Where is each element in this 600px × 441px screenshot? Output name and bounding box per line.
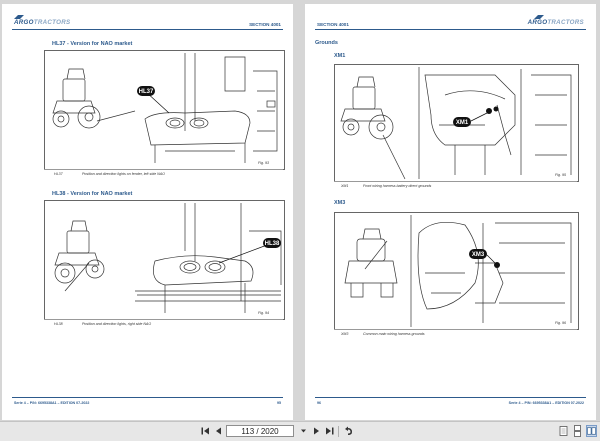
page-dropdown-button[interactable] — [298, 425, 309, 437]
caption-code-xm1: XM1 — [341, 184, 349, 188]
next-page-button[interactable] — [311, 425, 322, 437]
right-document-page — [305, 4, 596, 420]
figure-title-xm3: XM3 — [334, 200, 346, 206]
caption-code-hl38: HL38 — [54, 322, 63, 326]
figure-number-93: Fig. 93 — [258, 161, 269, 165]
caption-text-xm3: Common main wiring harness grounds — [363, 332, 425, 336]
callout-label-hl38: HL38 — [264, 241, 280, 248]
undo-arrow-icon — [342, 425, 353, 437]
footer-edition: Serie 4 – P/N: 6695338A1 – EDITION 07-2022 — [14, 401, 90, 405]
footer-divider — [12, 397, 283, 398]
header-divider — [315, 29, 586, 30]
figure-xm3 — [334, 212, 579, 330]
section-header: SECTION 4001 — [249, 22, 281, 27]
caption-text-hl37: Position and direction lights on fender, left side NAO — [82, 172, 165, 176]
header-divider — [12, 29, 283, 30]
footer-divider — [315, 397, 586, 398]
section-title-grounds: Grounds — [315, 40, 338, 46]
continuous-view-button[interactable] — [572, 425, 583, 437]
figure-title-xm1: XM1 — [334, 53, 346, 59]
scroll-pages-icon — [572, 425, 583, 437]
figure-hl37 — [44, 50, 285, 170]
last-page-icon — [324, 425, 335, 437]
figure-title-hl37: HL37 - Version for NAO market — [52, 41, 133, 47]
left-document-page — [2, 4, 293, 420]
caption-text-xm1: Front wiring harness battery direct grounds — [363, 184, 432, 188]
caption-divider — [44, 169, 283, 170]
two-page-icon — [587, 426, 596, 436]
previous-page-icon — [213, 425, 224, 437]
brand-logo: ARGOTRACTORS — [527, 19, 584, 26]
caption-code-xm3: XM3 — [341, 332, 349, 336]
chevron-down-icon — [298, 425, 309, 437]
brand-logo: ARGOTRACTORS — [14, 19, 71, 26]
figure-title-hl38: HL38 - Version for NAO market — [52, 191, 133, 197]
caption-divider — [334, 329, 577, 330]
single-page-icon — [558, 425, 569, 437]
page-number-input[interactable]: 113 / 2020 — [226, 425, 294, 437]
page-number: 95 — [277, 401, 281, 405]
toolbar-separator — [338, 426, 339, 437]
previous-page-button[interactable] — [213, 425, 224, 437]
figure-xm1 — [334, 64, 579, 182]
first-page-icon — [200, 425, 211, 437]
caption-divider — [334, 181, 577, 182]
two-page-view-button[interactable] — [586, 425, 597, 437]
caption-code-hl37: HL37 — [54, 172, 63, 176]
first-page-button[interactable] — [200, 425, 211, 437]
callout-label-xm1: XM1 — [455, 120, 469, 127]
caption-divider — [44, 319, 283, 320]
single-page-view-button[interactable] — [558, 425, 569, 437]
figure-hl38 — [44, 200, 285, 320]
last-page-button[interactable] — [324, 425, 335, 437]
figure-number-94: Fig. 94 — [258, 311, 269, 315]
callout-label-hl37: HL37 — [138, 89, 154, 96]
page-number: 96 — [317, 401, 321, 405]
viewer-toolbar — [0, 421, 600, 441]
next-page-icon — [311, 425, 322, 437]
caption-text-hl38: Position and direction lights, right side NAO — [82, 322, 152, 326]
figure-number-95: Fig. 95 — [555, 173, 566, 177]
footer-edition: Serie 4 – P/N: 6695338A1 – EDITION 07-2022 — [508, 401, 584, 405]
section-header: SECTION 4001 — [317, 22, 349, 27]
callout-label-xm3: XM3 — [471, 252, 485, 259]
figure-number-96: Fig. 96 — [555, 321, 566, 325]
undo-view-button[interactable] — [342, 425, 353, 437]
